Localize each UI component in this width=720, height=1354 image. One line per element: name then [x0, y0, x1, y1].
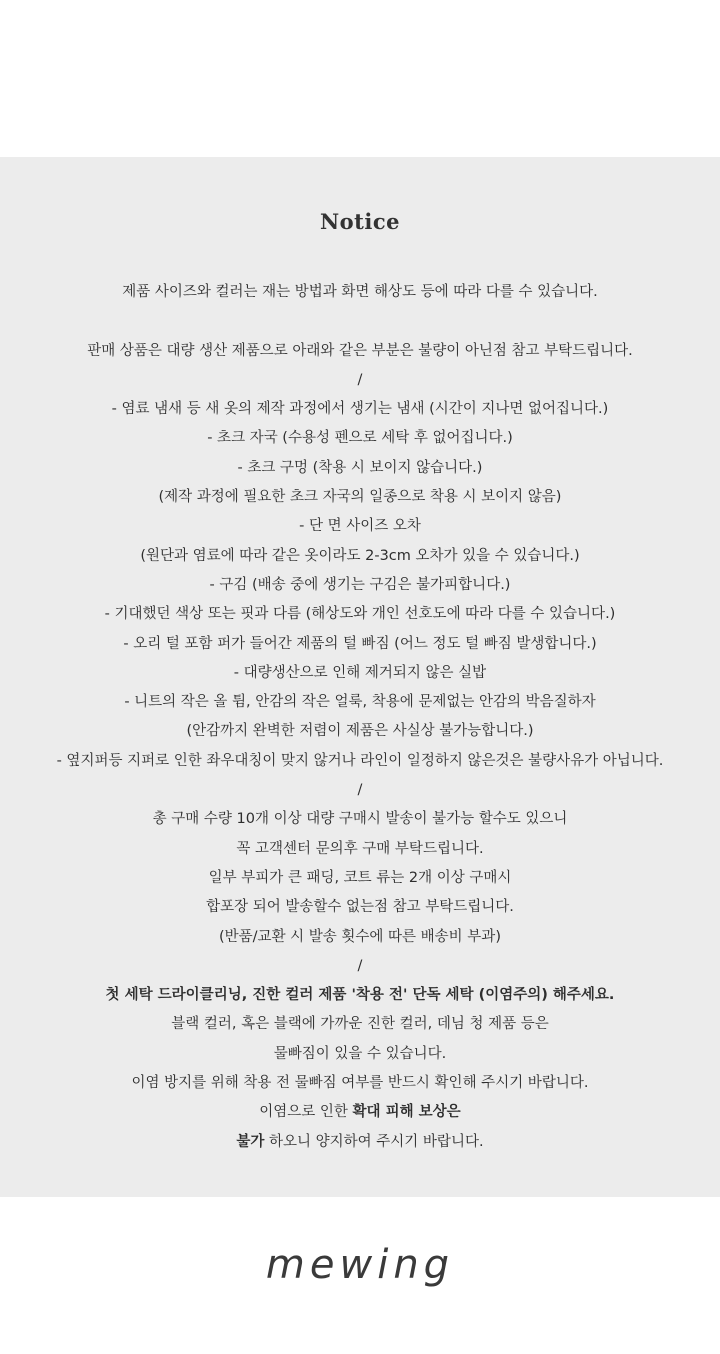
compensation-line [0, 1098, 720, 1127]
blank-line [0, 307, 720, 336]
final-line [0, 1128, 720, 1157]
bulk-item: 꼭 고객센터 문의후 구매 부탁드립니다. [236, 840, 484, 857]
defect-item: - 대량생산으로 인해 제거되지 않은 실밥 [233, 664, 487, 681]
separator: / [357, 782, 363, 799]
defect-item: - 기대했던 색상 또는 핏과 다름 (해상도와 개인 선호도에 따라 다를 수 있습니다.) [104, 606, 616, 623]
notice-body [0, 278, 720, 1157]
wash-item: 물빠짐이 있을 수 있습니다. [273, 1045, 447, 1062]
defect-item: - 니트의 작은 올 튐, 안감의 작은 얼룩, 착용에 문제없는 안감의 박음질하자 [124, 694, 596, 711]
bulk-item: 합포장 되어 발송할수 없는점 참고 부탁드립니다. [206, 899, 514, 916]
final-rest: 하오니 양지하여 주시기 바랍니다. [264, 1133, 484, 1150]
separator: / [357, 371, 363, 388]
defect-item: - 옆지퍼등 지퍼로 인한 좌우대칭이 맞지 않거나 라인이 일정하지 않은것은 불량사유가 아닙니다. [56, 752, 664, 769]
defect-item: - 구김 (배송 중에 생기는 구김은 불가피합니다.) [209, 576, 511, 593]
defect-item: (안감까지 완벽한 저렴이 제품은 사실상 불가능합니다.) [186, 723, 534, 740]
defect-item: - 염료 냄새 등 새 옷의 제작 과정에서 생기는 냄새 (시간이 지나면 없어집니다.) [111, 401, 609, 418]
defect-item: - 초크 자국 (수용성 펜으로 세탁 후 없어집니다.) [207, 430, 513, 447]
brand-logo: mewing [265, 1242, 455, 1288]
bulk-item: (반품/교환 시 발송 횟수에 따른 배송비 부과) [219, 928, 501, 945]
bulk-item: 총 구매 수량 10개 이상 대량 구매시 발송이 불가능 할수도 있으니 [152, 811, 568, 828]
defect-item: - 오리 털 포함 퍼가 들어간 제품의 털 빠짐 (어느 정도 털 빠짐 발생합니다.) [123, 635, 597, 652]
bulk-item: 일부 부피가 큰 패딩, 코트 류는 2개 이상 구매시 [208, 869, 512, 886]
wash-item: 블랙 컬러, 혹은 블랙에 가까운 진한 컬러, 데님 청 제품 등은 [171, 1016, 549, 1033]
separator: / [357, 957, 363, 974]
defect-item: (원단과 염료에 따라 같은 옷이라도 2-3cm 오차가 있을 수 있습니다.) [140, 547, 580, 564]
top-whitespace [0, 0, 720, 157]
defect-item: - 초크 구멍 (착용 시 보이지 않습니다.) [237, 459, 483, 476]
final-bold: 불가 [236, 1133, 265, 1150]
intro-text: 제품 사이즈와 컬러는 재는 방법과 화면 해상도 등에 따라 다를 수 있습니다. [122, 284, 598, 300]
notice-title: Notice [319, 209, 401, 234]
wash-item: 이염 방지를 위해 착용 전 물빠짐 여부를 반드시 확인해 주시기 바랍니다. [131, 1075, 589, 1092]
defect-item: - 단 면 사이즈 오차 [299, 518, 421, 535]
compensation-bold: 확대 피해 보상은 [352, 1104, 461, 1121]
compensation-prefix: 이염으로 인한 [259, 1104, 353, 1121]
wash-headline: 첫 세탁 드라이클리닝, 진한 컬러 제품 '착용 전' 단독 세탁 (이염주의) 해주세요. [105, 987, 615, 1004]
defect-intro-text: 판매 상품은 대량 생산 제품으로 아래와 같은 부분은 불량이 아닌점 참고 부탁드립니다. [87, 342, 633, 359]
defect-item: (제작 과정에 필요한 초크 자국의 일종으로 착용 시 보이지 않음) [158, 489, 562, 506]
